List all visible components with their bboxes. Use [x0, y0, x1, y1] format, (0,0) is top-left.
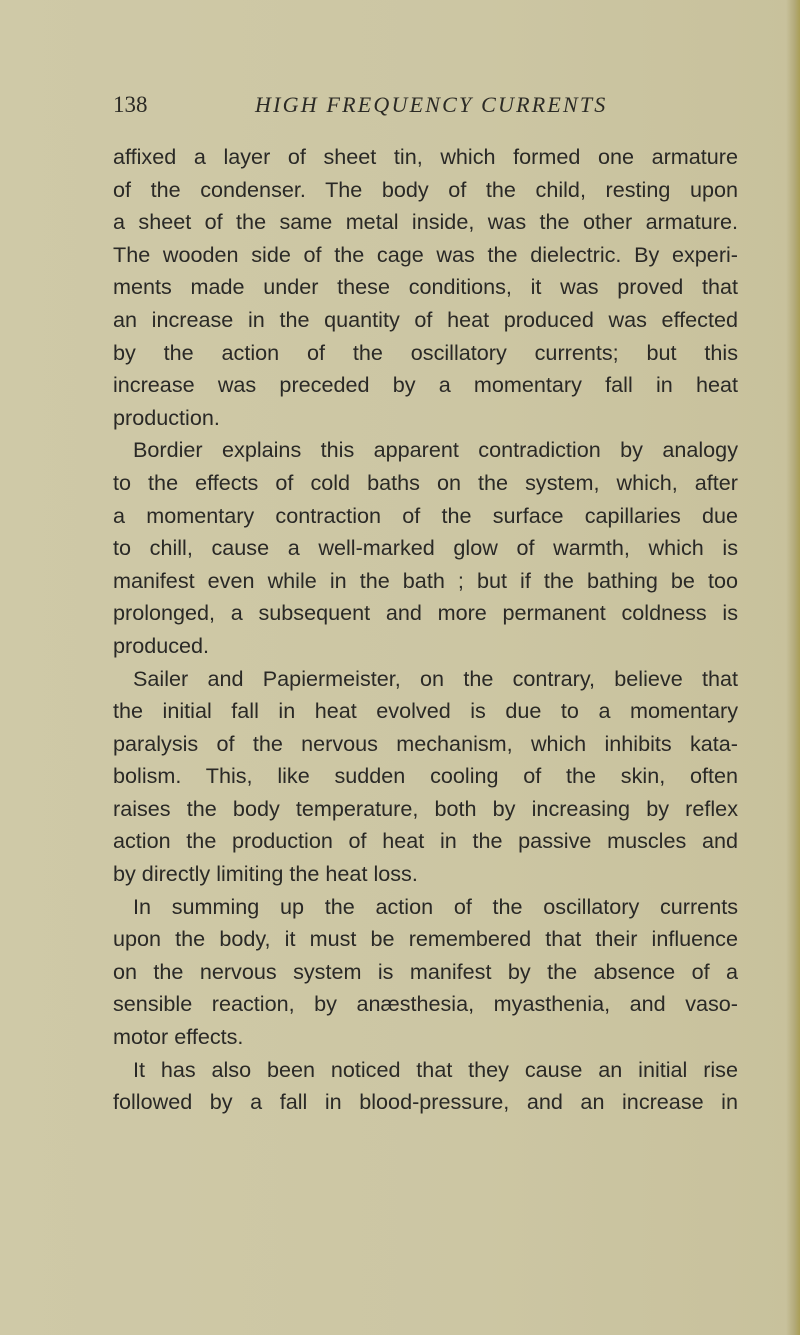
text-line: sensible reaction, by anæsthesia, myasthenia, and vaso-	[113, 991, 738, 1017]
page-edge-shading	[786, 0, 800, 1335]
text-line: motor effects.	[113, 1024, 244, 1050]
text-line: production.	[113, 404, 220, 430]
text-line: a momentary contraction of the surface capillaries due	[113, 502, 738, 528]
text-line: manifest even while in the bath ; but if the bathing be too	[113, 567, 738, 593]
page-header	[113, 92, 743, 122]
text-line: by the action of the oscillatory currents; but this	[113, 339, 738, 365]
text-line: produced.	[113, 632, 210, 658]
text-line: ments made under these conditions, it was proved that	[113, 274, 738, 300]
text-line: a sheet of the same metal inside, was the other armature.	[113, 209, 738, 235]
running-title: HIGH FREQUENCY CURRENTS	[255, 92, 608, 117]
text-line: In summing up the action of the oscillatory currents	[133, 893, 738, 919]
page-number: 138	[113, 92, 148, 117]
text-line: to the effects of cold baths on the system, which, after	[113, 469, 738, 495]
text-line: upon the body, it must be remembered that their influence	[113, 926, 738, 952]
text-line: Bordier explains this apparent contradiction by analogy	[133, 437, 738, 463]
body-text	[113, 141, 738, 1119]
text-line: by directly limiting the heat loss.	[113, 861, 418, 887]
text-line: It has also been noticed that they cause an initial rise	[133, 1056, 738, 1082]
text-line: affixed a layer of sheet tin, which formed one armature	[113, 144, 738, 169]
text-line: followed by a fall in blood-pressure, and an increase in	[113, 1089, 738, 1115]
text-line: increase was preceded by a momentary fall in heat	[113, 372, 738, 398]
text-line: the initial fall in heat evolved is due to a momentary	[113, 698, 738, 724]
text-line: Sailer and Papiermeister, on the contrary, believe that	[133, 665, 738, 691]
text-line: paralysis of the nervous mechanism, which inhibits kata-	[113, 730, 738, 756]
text-line: to chill, cause a well-marked glow of warmth, which is	[113, 535, 738, 561]
text-line: on the nervous system is manifest by the absence of a	[113, 958, 738, 984]
text-line: The wooden side of the cage was the dielectric. By experi-	[113, 241, 738, 267]
text-line: prolonged, a subsequent and more permanent coldness is	[113, 600, 738, 626]
text-line: an increase in the quantity of heat produced was effected	[113, 306, 738, 332]
text-line: of the condenser. The body of the child, resting upon	[113, 176, 738, 202]
text-line: action the production of heat in the passive muscles and	[113, 828, 738, 854]
text-line: bolism. This, like sudden cooling of the skin, often	[113, 763, 738, 789]
text-line: raises the body temperature, both by increasing by reflex	[113, 795, 738, 821]
